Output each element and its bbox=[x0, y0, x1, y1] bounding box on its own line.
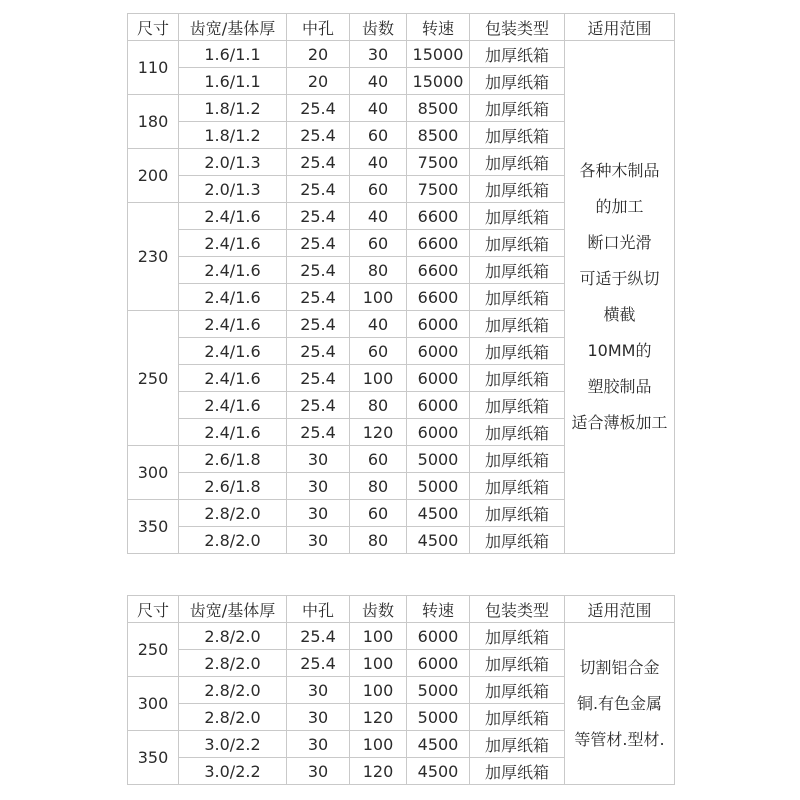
size-cell: 300 bbox=[128, 677, 179, 731]
bore-cell: 25.4 bbox=[287, 203, 350, 230]
speed-cell: 7500 bbox=[407, 149, 470, 176]
header-row bbox=[128, 14, 675, 41]
teeth-cell: 40 bbox=[350, 68, 407, 95]
speed-cell: 6000 bbox=[407, 392, 470, 419]
width-cell: 2.6/1.8 bbox=[179, 473, 287, 500]
bore-cell: 25.4 bbox=[287, 230, 350, 257]
package-cell: 加厚纸箱 bbox=[470, 758, 565, 785]
width-cell: 2.4/1.6 bbox=[179, 365, 287, 392]
speed-cell: 5000 bbox=[407, 677, 470, 704]
package-cell: 加厚纸箱 bbox=[470, 473, 565, 500]
width-cell: 3.0/2.2 bbox=[179, 731, 287, 758]
speed-cell: 7500 bbox=[407, 176, 470, 203]
speed-cell: 6000 bbox=[407, 365, 470, 392]
teeth-cell: 80 bbox=[350, 392, 407, 419]
width-cell: 2.8/2.0 bbox=[179, 527, 287, 554]
spec-table-aluminum bbox=[127, 595, 675, 785]
width-cell: 2.6/1.8 bbox=[179, 446, 287, 473]
header-speed: 转速 bbox=[407, 14, 470, 41]
bore-cell: 25.4 bbox=[287, 623, 350, 650]
package-cell: 加厚纸箱 bbox=[470, 203, 565, 230]
header-application: 适用范围 bbox=[565, 14, 675, 41]
application-line: 塑胶制品 bbox=[587, 377, 652, 396]
application-line: 10MM的 bbox=[587, 341, 652, 360]
spec-table-wood bbox=[127, 13, 675, 554]
teeth-cell: 60 bbox=[350, 500, 407, 527]
header-size: 尺寸 bbox=[128, 14, 179, 41]
width-cell: 1.8/1.2 bbox=[179, 122, 287, 149]
bore-cell: 25.4 bbox=[287, 149, 350, 176]
teeth-cell: 100 bbox=[350, 677, 407, 704]
bore-cell: 25.4 bbox=[287, 122, 350, 149]
speed-cell: 6600 bbox=[407, 230, 470, 257]
application-line: 各种木制品 bbox=[579, 161, 660, 180]
bore-cell: 30 bbox=[287, 677, 350, 704]
speed-cell: 6000 bbox=[407, 419, 470, 446]
application-line: 适合薄板加工 bbox=[571, 413, 668, 432]
size-cell: 200 bbox=[128, 149, 179, 203]
speed-cell: 6600 bbox=[407, 257, 470, 284]
teeth-cell: 120 bbox=[350, 419, 407, 446]
bore-cell: 30 bbox=[287, 473, 350, 500]
table-row bbox=[128, 623, 675, 650]
speed-cell: 4500 bbox=[407, 758, 470, 785]
speed-cell: 15000 bbox=[407, 41, 470, 68]
teeth-cell: 40 bbox=[350, 311, 407, 338]
application-line: 切割铝合金 bbox=[579, 657, 660, 677]
width-cell: 2.4/1.6 bbox=[179, 230, 287, 257]
teeth-cell: 80 bbox=[350, 527, 407, 554]
width-cell: 2.4/1.6 bbox=[179, 284, 287, 311]
package-cell: 加厚纸箱 bbox=[470, 704, 565, 731]
header-package: 包装类型 bbox=[470, 596, 565, 623]
application-line: 的加工 bbox=[595, 197, 644, 216]
package-cell: 加厚纸箱 bbox=[470, 446, 565, 473]
header-package: 包装类型 bbox=[470, 14, 565, 41]
size-cell: 180 bbox=[128, 95, 179, 149]
application-line: 可适于纵切 bbox=[579, 269, 660, 288]
size-cell: 230 bbox=[128, 203, 179, 311]
header-row bbox=[128, 596, 675, 623]
width-cell: 3.0/2.2 bbox=[179, 758, 287, 785]
size-cell: 110 bbox=[128, 41, 179, 95]
package-cell: 加厚纸箱 bbox=[470, 392, 565, 419]
header-bore: 中孔 bbox=[287, 14, 350, 41]
speed-cell: 4500 bbox=[407, 527, 470, 554]
teeth-cell: 80 bbox=[350, 257, 407, 284]
package-cell: 加厚纸箱 bbox=[470, 338, 565, 365]
package-cell: 加厚纸箱 bbox=[470, 95, 565, 122]
package-cell: 加厚纸箱 bbox=[470, 731, 565, 758]
size-cell: 250 bbox=[128, 311, 179, 446]
width-cell: 2.4/1.6 bbox=[179, 419, 287, 446]
package-cell: 加厚纸箱 bbox=[470, 500, 565, 527]
bore-cell: 25.4 bbox=[287, 392, 350, 419]
width-cell: 1.6/1.1 bbox=[179, 41, 287, 68]
speed-cell: 6000 bbox=[407, 650, 470, 677]
package-cell: 加厚纸箱 bbox=[470, 650, 565, 677]
width-cell: 2.8/2.0 bbox=[179, 704, 287, 731]
teeth-cell: 100 bbox=[350, 650, 407, 677]
speed-cell: 5000 bbox=[407, 446, 470, 473]
speed-cell: 8500 bbox=[407, 122, 470, 149]
width-cell: 1.8/1.2 bbox=[179, 95, 287, 122]
application-line: 等管材.型材. bbox=[574, 729, 665, 749]
teeth-cell: 60 bbox=[350, 176, 407, 203]
table-row bbox=[128, 41, 675, 68]
package-cell: 加厚纸箱 bbox=[470, 257, 565, 284]
package-cell: 加厚纸箱 bbox=[470, 149, 565, 176]
package-cell: 加厚纸箱 bbox=[470, 41, 565, 68]
package-cell: 加厚纸箱 bbox=[470, 677, 565, 704]
package-cell: 加厚纸箱 bbox=[470, 284, 565, 311]
bore-cell: 25.4 bbox=[287, 284, 350, 311]
application-cell bbox=[565, 41, 675, 554]
bore-cell: 25.4 bbox=[287, 338, 350, 365]
header-width: 齿宽/基体厚 bbox=[179, 14, 287, 41]
bore-cell: 25.4 bbox=[287, 419, 350, 446]
teeth-cell: 40 bbox=[350, 95, 407, 122]
speed-cell: 5000 bbox=[407, 473, 470, 500]
width-cell: 2.0/1.3 bbox=[179, 149, 287, 176]
speed-cell: 4500 bbox=[407, 500, 470, 527]
bore-cell: 25.4 bbox=[287, 365, 350, 392]
package-cell: 加厚纸箱 bbox=[470, 419, 565, 446]
width-cell: 2.8/2.0 bbox=[179, 500, 287, 527]
speed-cell: 6600 bbox=[407, 284, 470, 311]
width-cell: 2.8/2.0 bbox=[179, 677, 287, 704]
bore-cell: 20 bbox=[287, 68, 350, 95]
application-cell bbox=[565, 623, 675, 785]
application-line: 断口光滑 bbox=[587, 233, 652, 252]
teeth-cell: 120 bbox=[350, 758, 407, 785]
application-line: 横截 bbox=[603, 305, 636, 324]
speed-cell: 15000 bbox=[407, 68, 470, 95]
speed-cell: 6000 bbox=[407, 311, 470, 338]
header-teeth: 齿数 bbox=[350, 596, 407, 623]
bore-cell: 20 bbox=[287, 41, 350, 68]
teeth-cell: 60 bbox=[350, 338, 407, 365]
bore-cell: 25.4 bbox=[287, 311, 350, 338]
package-cell: 加厚纸箱 bbox=[470, 176, 565, 203]
bore-cell: 25.4 bbox=[287, 95, 350, 122]
width-cell: 2.0/1.3 bbox=[179, 176, 287, 203]
bore-cell: 30 bbox=[287, 731, 350, 758]
package-cell: 加厚纸箱 bbox=[470, 623, 565, 650]
bore-cell: 25.4 bbox=[287, 650, 350, 677]
speed-cell: 6000 bbox=[407, 623, 470, 650]
teeth-cell: 100 bbox=[350, 284, 407, 311]
header-application: 适用范围 bbox=[565, 596, 675, 623]
width-cell: 2.4/1.6 bbox=[179, 203, 287, 230]
width-cell: 1.6/1.1 bbox=[179, 68, 287, 95]
width-cell: 2.4/1.6 bbox=[179, 311, 287, 338]
bore-cell: 30 bbox=[287, 758, 350, 785]
size-cell: 350 bbox=[128, 500, 179, 554]
bore-cell: 25.4 bbox=[287, 176, 350, 203]
teeth-cell: 30 bbox=[350, 41, 407, 68]
teeth-cell: 80 bbox=[350, 473, 407, 500]
teeth-cell: 40 bbox=[350, 203, 407, 230]
bore-cell: 30 bbox=[287, 704, 350, 731]
header-bore: 中孔 bbox=[287, 596, 350, 623]
bore-cell: 30 bbox=[287, 527, 350, 554]
width-cell: 2.8/2.0 bbox=[179, 650, 287, 677]
size-cell: 300 bbox=[128, 446, 179, 500]
teeth-cell: 100 bbox=[350, 731, 407, 758]
width-cell: 2.4/1.6 bbox=[179, 257, 287, 284]
header-size: 尺寸 bbox=[128, 596, 179, 623]
package-cell: 加厚纸箱 bbox=[470, 230, 565, 257]
bore-cell: 30 bbox=[287, 500, 350, 527]
bore-cell: 25.4 bbox=[287, 257, 350, 284]
package-cell: 加厚纸箱 bbox=[470, 311, 565, 338]
size-cell: 350 bbox=[128, 731, 179, 785]
size-cell: 250 bbox=[128, 623, 179, 677]
width-cell: 2.4/1.6 bbox=[179, 392, 287, 419]
speed-cell: 8500 bbox=[407, 95, 470, 122]
teeth-cell: 120 bbox=[350, 704, 407, 731]
speed-cell: 6000 bbox=[407, 338, 470, 365]
teeth-cell: 60 bbox=[350, 446, 407, 473]
application-line: 铜.有色金属 bbox=[576, 693, 663, 713]
teeth-cell: 100 bbox=[350, 365, 407, 392]
width-cell: 2.4/1.6 bbox=[179, 338, 287, 365]
teeth-cell: 60 bbox=[350, 122, 407, 149]
bore-cell: 30 bbox=[287, 446, 350, 473]
teeth-cell: 100 bbox=[350, 623, 407, 650]
width-cell: 2.8/2.0 bbox=[179, 623, 287, 650]
package-cell: 加厚纸箱 bbox=[470, 527, 565, 554]
teeth-cell: 60 bbox=[350, 230, 407, 257]
header-speed: 转速 bbox=[407, 596, 470, 623]
header-width: 齿宽/基体厚 bbox=[179, 596, 287, 623]
package-cell: 加厚纸箱 bbox=[470, 68, 565, 95]
speed-cell: 6600 bbox=[407, 203, 470, 230]
speed-cell: 5000 bbox=[407, 704, 470, 731]
speed-cell: 4500 bbox=[407, 731, 470, 758]
teeth-cell: 40 bbox=[350, 149, 407, 176]
package-cell: 加厚纸箱 bbox=[470, 365, 565, 392]
header-teeth: 齿数 bbox=[350, 14, 407, 41]
package-cell: 加厚纸箱 bbox=[470, 122, 565, 149]
